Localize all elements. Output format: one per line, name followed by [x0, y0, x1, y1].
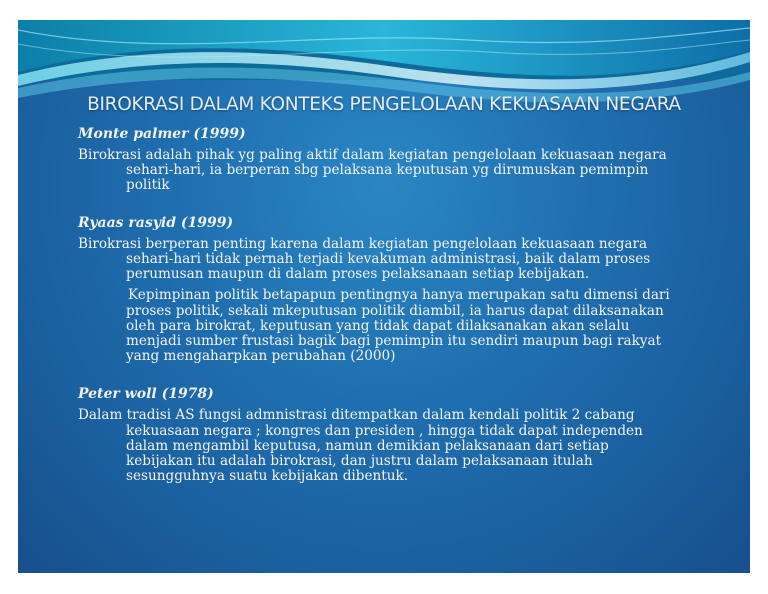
slide-title: BIROKRASI DALAM KONTEKS PENGELOLAAN KEKUASAAN NEGARA: [87, 94, 681, 115]
text-line: Kepimpinan politik betapapun pentingnya hanya merupakan satu dimensi dari: [128, 287, 670, 303]
text-line: sehari-hari tidak pernah terjadi kevakuman administrasi, baik dalam proses: [126, 251, 651, 267]
text-line: yang mengaharpkan perubahan (2000): [126, 348, 396, 364]
text-line: dalam mengambil keputusa, namun demikian pelaksanaan dari setiap: [126, 438, 609, 454]
text-line: Birokrasi adalah pihak yg paling aktif dalam kegiatan pengelolaan kekuasaan negara: [78, 147, 667, 163]
text-line: kekuasaan negara ; kongres dan presiden , hingga tidak dapat independen: [126, 423, 643, 439]
text-line: Birokrasi berperan penting karena dalam kegiatan pengelolaan kekuasaan negara: [78, 236, 648, 252]
text-line: kebijakan itu adalah birokrasi, dan justru dalam pelaksanaan itulah: [126, 453, 593, 469]
text-line: sesungguhnya suatu kebijakan dibentuk.: [126, 468, 409, 484]
text-line: menjadi sumber frustasi bagik bagi pemimpin itu sendiri maupun bagi rakyat: [126, 333, 662, 349]
text-line: sehari-hari, ia berperan sbg pelaksana keputusan yg dirumuskan pemimpin: [126, 162, 649, 178]
text-line: politik: [126, 177, 170, 193]
author-peter-woll: Peter woll (1978): [78, 386, 214, 402]
author-ryaas-rasyid: Ryaas rasyid (1999): [78, 215, 234, 231]
text-line: Dalam tradisi AS fungsi admnistrasi ditempatkan dalam kendali politik 2 cabang: [78, 407, 635, 423]
text-line: oleh para birokrat, keputusan yang tidak dapat dilaksanakan akan selalu: [126, 318, 630, 334]
author-monte-palmer: Monte palmer (1999): [78, 126, 246, 142]
text-line: proses politik, sekali mkeputusan politik diambil, ia harus dapat dilaksanakan: [126, 303, 664, 319]
text-line: perumusan maupun di dalam proses pelaksanaan setiap kebijakan.: [126, 266, 590, 282]
slide: [18, 20, 750, 573]
